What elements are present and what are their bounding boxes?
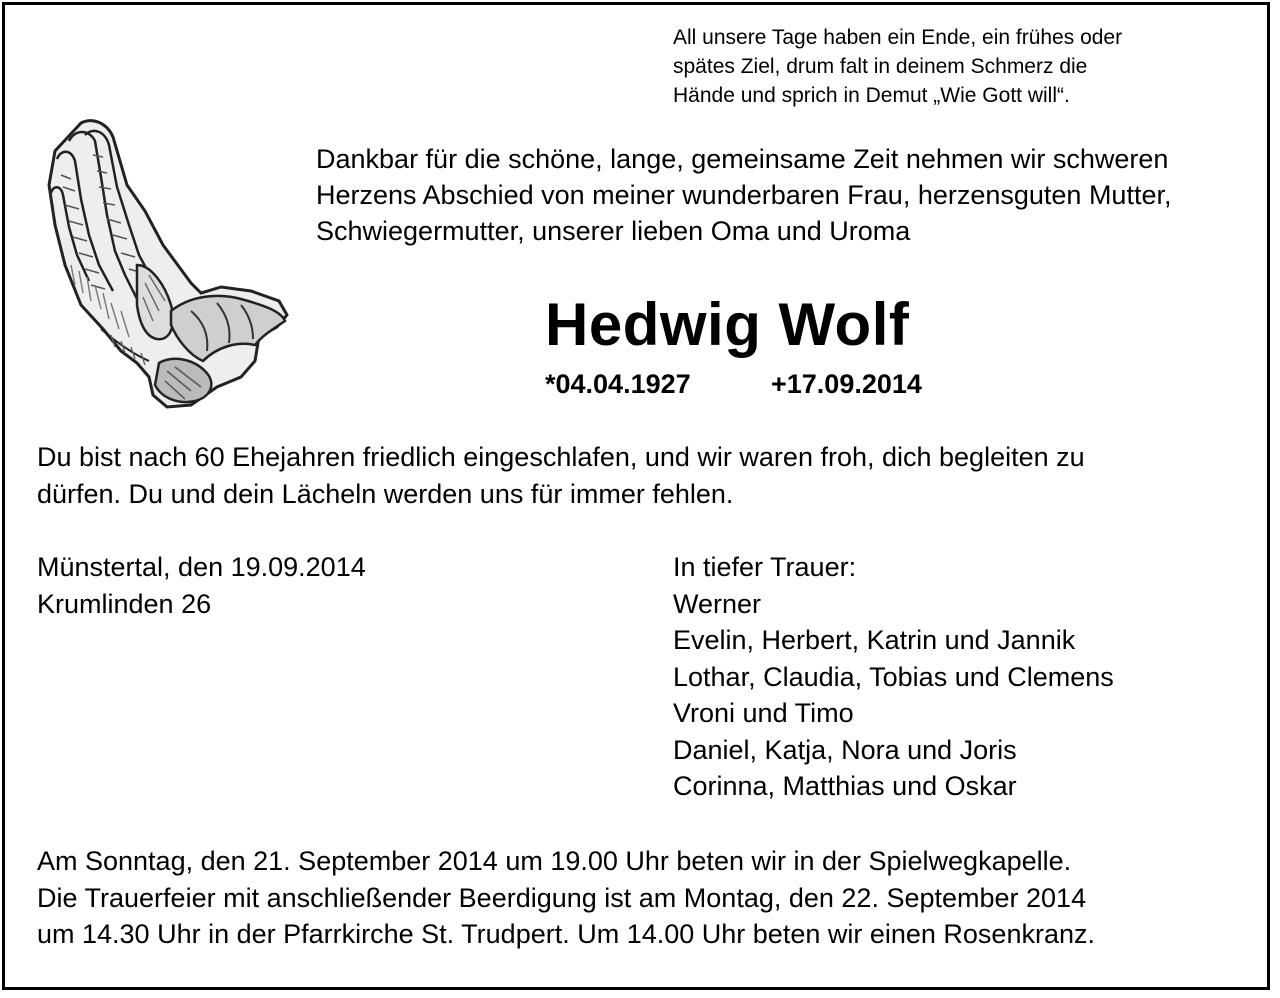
farewell-line: dürfen. Du und dein Lächeln werden uns für immer fehlen.: [37, 479, 734, 509]
mourner-name: Daniel, Katja, Nora und Joris: [673, 734, 1017, 765]
farewell-text: [37, 439, 1247, 513]
mourner-name: Evelin, Herbert, Katrin und Jannik: [673, 625, 1076, 655]
address: Krumlinden 26: [37, 589, 212, 619]
mourner-name: Corinna, Matthias und Oskar: [673, 771, 1017, 801]
deceased-name: Hedwig Wolf: [545, 291, 910, 358]
service-line: um 14.30 Uhr in der Pfarrkirche St. Trudpert. Um 14.00 Uhr beten wir einen Rosenkranz.: [37, 919, 1095, 949]
obituary-notice: [2, 2, 1270, 990]
mourner-name: Lothar, Claudia, Tobias und Clemens: [673, 661, 1114, 692]
mourners-list: [673, 549, 1114, 805]
praying-hands-icon: [41, 115, 291, 411]
motto-verse: [673, 23, 1233, 110]
motto-line: Hände und sprich in Demut „Wie Gott will“.: [673, 84, 1070, 107]
intro-line: Dankbar für die schöne, lange, gemeinsame Zeit nehmen wir schweren: [316, 144, 1169, 174]
mourners-heading: In tiefer Trauer:: [673, 552, 857, 582]
place-date: Münstertal, den 19.09.2014: [37, 552, 366, 582]
service-line: Am Sonntag, den 21. September 2014 um 19.00 Uhr beten wir in der Spielwegkapelle.: [37, 846, 1072, 876]
birth-date: *04.04.1927: [545, 369, 691, 399]
intro-line: Herzens Abschied von meiner wunderbaren Frau, herzensguten Mutter,: [316, 180, 1172, 210]
service-information: [37, 843, 1247, 953]
farewell-line: Du bist nach 60 Ehejahren friedlich eingeschlafen, und wir waren froh, dich begleiten zu: [37, 442, 1085, 472]
mourner-name: Werner: [673, 588, 762, 619]
motto-line: All unsere Tage haben ein Ende, ein frühes oder: [673, 26, 1123, 49]
death-date: +17.09.2014: [771, 369, 922, 399]
intro-text: [316, 141, 1266, 249]
intro-line: Schwiegermutter, unserer lieben Oma und Uroma: [316, 216, 911, 246]
motto-line: spätes Ziel, drum falt in deinem Schmerz die: [673, 55, 1088, 78]
place-and-address: [37, 549, 366, 623]
mourner-name: Vroni und Timo: [673, 698, 854, 728]
service-line: Die Trauerfeier mit anschließender Beerdigung ist am Montag, den 22. September 2014: [37, 882, 1087, 913]
